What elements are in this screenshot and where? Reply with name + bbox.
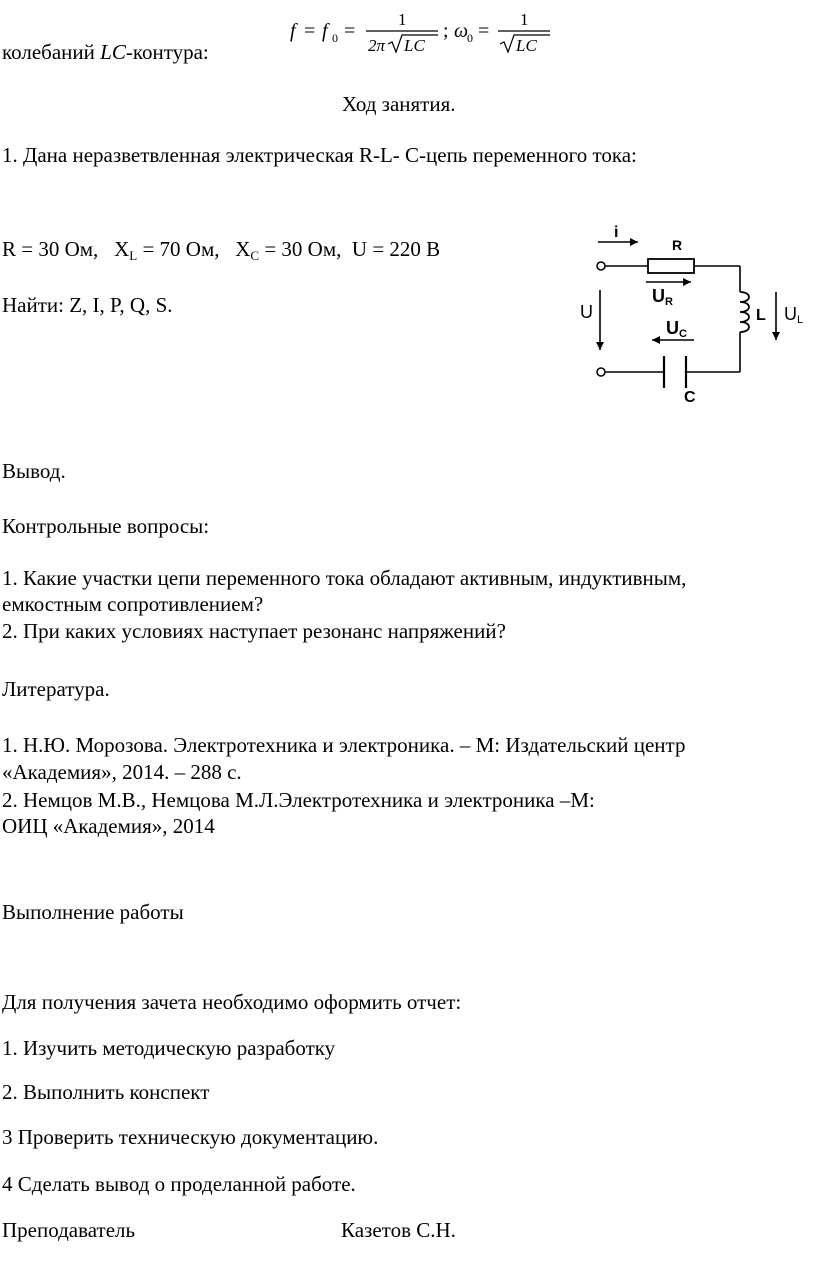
question-1: 1. Какие участки цепи переменного тока обладают активным, индуктивным, bbox=[2, 566, 687, 590]
arrow-head bbox=[772, 332, 780, 340]
formula-2pi: 2π bbox=[368, 36, 386, 55]
step-4: 4 Сделать вывод о проделанной работе. bbox=[2, 1172, 356, 1196]
formula-omega: ω bbox=[454, 20, 469, 42]
terminal-bottom bbox=[597, 368, 605, 376]
literature-2-cont: ОИЦ «Академия», 2014 bbox=[2, 814, 215, 838]
terminal-top bbox=[597, 262, 605, 270]
label-l: L bbox=[756, 307, 766, 324]
formula-numerator: 1 bbox=[398, 10, 407, 29]
question-2: 2. При каких условиях наступает резонанс напряжений? bbox=[2, 619, 506, 643]
formula-f0: f bbox=[322, 20, 328, 42]
arrow-head bbox=[630, 238, 638, 246]
formula-numerator-2: 1 bbox=[520, 10, 529, 29]
work-title: Выполнение работы bbox=[2, 900, 184, 924]
questions-title: Контрольные вопросы: bbox=[2, 514, 210, 538]
given-values: R = 30 Ом, $X_L = 70$ Ом, $X_C = 30$ Ом, U = 220 В bbox=[2, 237, 441, 263]
lesson-heading: Ход занятия. bbox=[342, 92, 456, 116]
label-ur: UR bbox=[652, 286, 673, 308]
teacher-label: Преподаватель bbox=[2, 1218, 136, 1242]
formula-separator: ; bbox=[443, 20, 449, 42]
label-i: i bbox=[614, 224, 619, 241]
label-ul: UL bbox=[784, 304, 804, 326]
formula-f0-sub: 0 bbox=[332, 31, 338, 45]
formula-eq1: = bbox=[304, 20, 316, 42]
rlc-circuit-diagram bbox=[576, 222, 816, 412]
literature-1: 1. Н.Ю. Морозова. Электротехника и электроника. – М: Издательский центр bbox=[2, 733, 686, 757]
formula-eq2: = bbox=[344, 20, 356, 42]
label-u: U bbox=[580, 302, 593, 322]
label-uc: UC bbox=[666, 318, 687, 340]
arrow-head bbox=[683, 278, 691, 286]
resistor-icon bbox=[648, 259, 694, 273]
inductor-icon bbox=[740, 292, 749, 332]
arrow-head bbox=[652, 336, 660, 344]
formula-omega-sub: 0 bbox=[467, 31, 473, 45]
question-1-cont: емкостным сопротивлением? bbox=[2, 592, 264, 616]
label-c: C bbox=[684, 389, 696, 406]
task-1: 1. Дана неразветвленная электрическая R-L- C-цепь переменного тока: bbox=[2, 143, 637, 167]
find-line: Найти: Z, I, P, Q, S. bbox=[2, 293, 173, 317]
step-3: 3 Проверить техническую документацию. bbox=[2, 1125, 379, 1149]
formula-lc-2: LC bbox=[516, 36, 537, 55]
formula-f: f bbox=[290, 20, 296, 42]
literature-1-cont: «Академия», 2014. – 288 с. bbox=[2, 760, 242, 784]
intro-line: колебаний LC-контура: bbox=[2, 40, 209, 64]
literature-2: 2. Немцов М.В., Немцова М.Л.Электротехника и электроника –М: bbox=[2, 788, 595, 812]
formula-eq3: = bbox=[478, 20, 490, 42]
conclusion: Вывод. bbox=[2, 459, 66, 483]
report-title: Для получения зачета необходимо оформить отчет: bbox=[2, 990, 462, 1014]
arrow-head bbox=[596, 342, 604, 350]
step-2: 2. Выполнить конспект bbox=[2, 1080, 210, 1104]
resonance-formula bbox=[288, 6, 558, 56]
formula-lc: LC bbox=[404, 36, 425, 55]
literature-title: Литература. bbox=[2, 677, 110, 701]
label-r: R bbox=[672, 237, 683, 253]
teacher-name: Казетов С.Н. bbox=[341, 1218, 456, 1242]
step-1: 1. Изучить методическую разработку bbox=[2, 1036, 336, 1060]
